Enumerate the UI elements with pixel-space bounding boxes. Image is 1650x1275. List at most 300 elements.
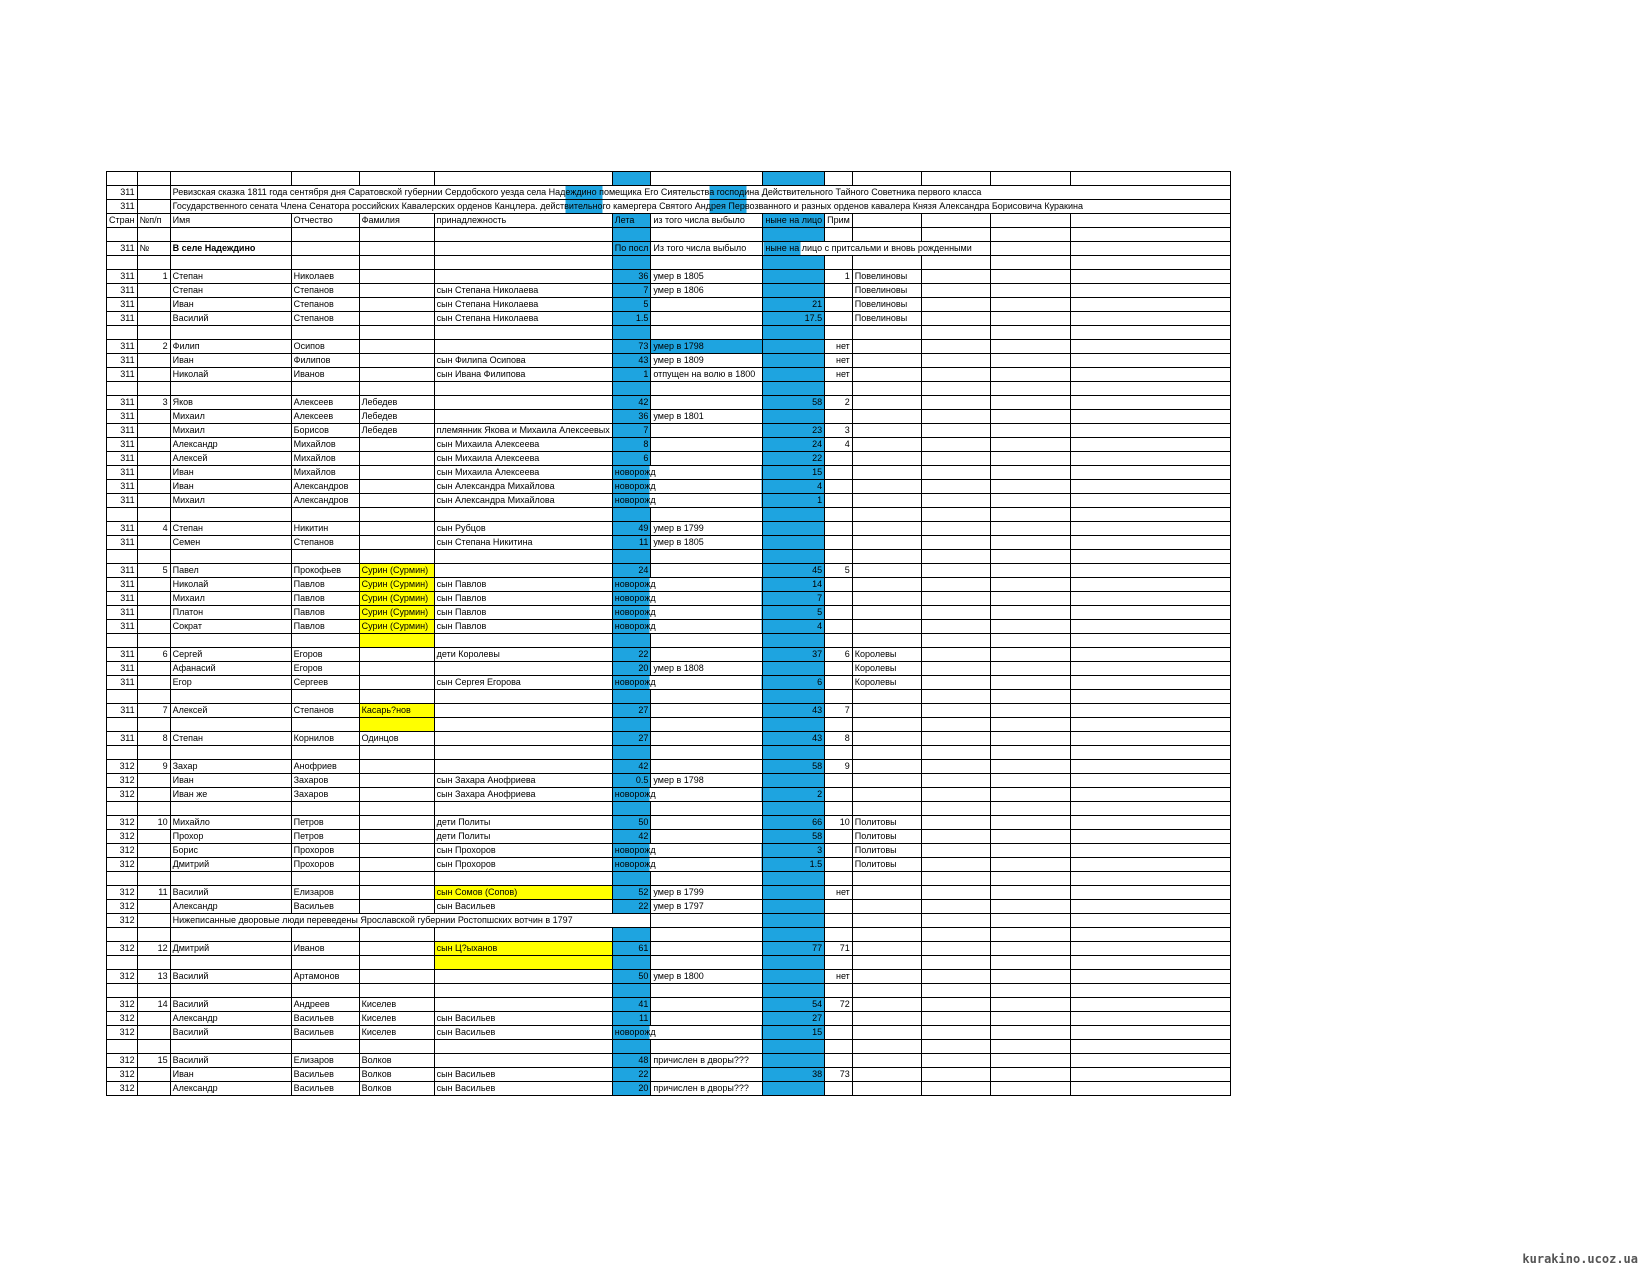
patronymic: Петров (291, 816, 359, 830)
cell (921, 788, 990, 802)
first-name: Василий (170, 886, 291, 900)
cell (990, 340, 1070, 354)
cell (107, 956, 138, 970)
first-name: Михаил (170, 494, 291, 508)
present-number (825, 662, 853, 676)
cell (1070, 452, 1230, 466)
person-row (107, 648, 1231, 662)
first-name: Дмитрий (170, 942, 291, 956)
person-row (107, 998, 1231, 1012)
present-age (763, 900, 825, 914)
cell (921, 564, 990, 578)
cell (763, 872, 825, 886)
page-number: 312 (107, 914, 138, 928)
cell (107, 326, 138, 340)
note (852, 774, 921, 788)
page-number: 311 (107, 704, 138, 718)
departed (651, 704, 763, 718)
entry-number (137, 774, 170, 788)
cell (825, 928, 853, 942)
cell (990, 452, 1070, 466)
note (852, 564, 921, 578)
surname: Киселев (359, 998, 434, 1012)
cell (291, 326, 359, 340)
patronymic: Васильев (291, 1068, 359, 1082)
cell (852, 1040, 921, 1054)
page-number: 312 (107, 900, 138, 914)
cell (990, 396, 1070, 410)
first-name: Иван (170, 354, 291, 368)
present-number (825, 788, 853, 802)
page-number: 312 (107, 830, 138, 844)
cell (359, 984, 434, 998)
first-name: Михаил (170, 424, 291, 438)
departed (651, 830, 763, 844)
cell (921, 1082, 990, 1096)
entry-number (137, 830, 170, 844)
cell (359, 256, 434, 270)
page-number: 311 (107, 606, 138, 620)
patronymic: Егоров (291, 648, 359, 662)
surname: Сурин (Сурмин) (359, 578, 434, 592)
present-number: 1 (825, 270, 853, 284)
cell (763, 634, 825, 648)
departed: умер в 1798 (651, 340, 763, 354)
cell (651, 956, 763, 970)
person-row (107, 592, 1231, 606)
person-row (107, 676, 1231, 690)
present-age (763, 354, 825, 368)
age: 42 (612, 396, 651, 410)
page-number: 311 (107, 312, 138, 326)
cell (137, 186, 170, 200)
cell (921, 1054, 990, 1068)
cell (107, 382, 138, 396)
relation: сын Сергея Егорова (434, 676, 612, 690)
age: новорожд (612, 788, 763, 802)
present-number: 3 (825, 424, 853, 438)
patronymic: Павлов (291, 620, 359, 634)
relation: сын Ц?ыханов (434, 942, 612, 956)
present-number (825, 466, 853, 480)
cell (825, 956, 853, 970)
patronymic: Борисов (291, 424, 359, 438)
cell (170, 634, 291, 648)
cell (1070, 900, 1230, 914)
surname (359, 844, 434, 858)
surname (359, 466, 434, 480)
person-row (107, 914, 1231, 928)
patronymic: Елизаров (291, 886, 359, 900)
cell (1070, 690, 1230, 704)
cell (825, 690, 853, 704)
patronymic: Иванов (291, 368, 359, 382)
cell (1070, 606, 1230, 620)
cell (434, 984, 612, 998)
cell (921, 662, 990, 676)
cell (651, 382, 763, 396)
cell (990, 662, 1070, 676)
cell (651, 1040, 763, 1054)
cell (825, 228, 853, 242)
cell (990, 466, 1070, 480)
cell (990, 228, 1070, 242)
age: 43 (612, 354, 651, 368)
cell (921, 466, 990, 480)
cell (1070, 802, 1230, 816)
first-name: Иван (170, 774, 291, 788)
departed: умер в 1809 (651, 354, 763, 368)
present-age: 43 (763, 732, 825, 746)
surname (359, 298, 434, 312)
relation: сын Васильев (434, 1012, 612, 1026)
page-number: 311 (107, 200, 138, 214)
surname (359, 774, 434, 788)
age: 42 (612, 830, 651, 844)
cell (921, 578, 990, 592)
departed (651, 452, 763, 466)
person-row (107, 578, 1231, 592)
present-age: 58 (763, 396, 825, 410)
cell (1070, 494, 1230, 508)
departed (651, 298, 763, 312)
page-number: 311 (107, 284, 138, 298)
cell (990, 298, 1070, 312)
cell (990, 676, 1070, 690)
relation: сын Васильев (434, 1082, 612, 1096)
cell (990, 620, 1070, 634)
cell (137, 326, 170, 340)
entry-number: 5 (137, 564, 170, 578)
present-age (763, 284, 825, 298)
age: новорожд (612, 676, 763, 690)
present-number (825, 410, 853, 424)
present-age (763, 410, 825, 424)
cell: По посл (612, 242, 651, 256)
note (852, 438, 921, 452)
patronymic: Михайлов (291, 452, 359, 466)
cell (612, 802, 651, 816)
present-age (763, 522, 825, 536)
first-name: Александр (170, 900, 291, 914)
page-number: 311 (107, 242, 138, 256)
patronymic: Михайлов (291, 466, 359, 480)
cell (612, 984, 651, 998)
age: 11 (612, 1012, 651, 1026)
age: 6 (612, 452, 651, 466)
surname (359, 312, 434, 326)
first-name: Степан (170, 732, 291, 746)
age: 1 (612, 368, 651, 382)
cell (170, 382, 291, 396)
present-number (825, 298, 853, 312)
cell (612, 956, 651, 970)
cell (825, 802, 853, 816)
cell (921, 452, 990, 466)
cell (990, 550, 1070, 564)
cell (137, 690, 170, 704)
present-number (825, 1012, 853, 1026)
page-number: 311 (107, 620, 138, 634)
cell (852, 256, 921, 270)
table-body (107, 172, 1231, 1096)
patronymic: Егоров (291, 662, 359, 676)
page-number: 312 (107, 774, 138, 788)
entry-number (137, 438, 170, 452)
present-age: 23 (763, 424, 825, 438)
table-row (107, 326, 1231, 340)
cell (990, 1054, 1070, 1068)
present-number: 71 (825, 942, 853, 956)
person-row (107, 830, 1231, 844)
entry-number (137, 578, 170, 592)
first-name: Николай (170, 368, 291, 382)
cell (170, 690, 291, 704)
column-header: Прим (825, 214, 853, 228)
cell (921, 172, 990, 186)
entry-number: 3 (137, 396, 170, 410)
entry-number (137, 662, 170, 676)
person-row (107, 900, 1231, 914)
person-row (107, 858, 1231, 872)
cell (1070, 326, 1230, 340)
note (852, 942, 921, 956)
cell (291, 718, 359, 732)
first-name: Алексей (170, 704, 291, 718)
cell (612, 508, 651, 522)
present-number: 2 (825, 396, 853, 410)
present-number (825, 312, 853, 326)
cell (434, 508, 612, 522)
cell (612, 172, 651, 186)
cell (1070, 998, 1230, 1012)
note (852, 466, 921, 480)
cell (1070, 368, 1230, 382)
cell (1070, 550, 1230, 564)
cell (107, 690, 138, 704)
cell (170, 256, 291, 270)
present-number (825, 284, 853, 298)
cell (990, 690, 1070, 704)
cell (170, 508, 291, 522)
present-age: 37 (763, 648, 825, 662)
cell (359, 228, 434, 242)
patronymic: Степанов (291, 284, 359, 298)
cell (921, 550, 990, 564)
page-number: 311 (107, 480, 138, 494)
age: 11 (612, 536, 651, 550)
cell: ныне на лицо с притсальми и вновь рожденными (763, 242, 990, 256)
age: новорожд (612, 578, 763, 592)
age: 7 (612, 284, 651, 298)
relation: сын Михаила Алексеева (434, 438, 612, 452)
cell (107, 256, 138, 270)
departed (651, 396, 763, 410)
cell (612, 382, 651, 396)
departed: умер в 1799 (651, 522, 763, 536)
cell (990, 816, 1070, 830)
column-header: ныне на лицо (763, 214, 825, 228)
cell (359, 928, 434, 942)
cell (921, 270, 990, 284)
cell (921, 844, 990, 858)
person-row (107, 816, 1231, 830)
cell (921, 298, 990, 312)
cell (921, 732, 990, 746)
patronymic: Степанов (291, 704, 359, 718)
cell (1070, 508, 1230, 522)
cell (990, 382, 1070, 396)
relation: сын Прохоров (434, 844, 612, 858)
surname (359, 886, 434, 900)
relation: дети Политы (434, 830, 612, 844)
cell (291, 872, 359, 886)
cell (825, 1040, 853, 1054)
cell (291, 382, 359, 396)
age: 22 (612, 900, 651, 914)
cell (921, 410, 990, 424)
cell (763, 382, 825, 396)
cell (107, 1040, 138, 1054)
cell (359, 872, 434, 886)
person-row (107, 410, 1231, 424)
page-number: 311 (107, 368, 138, 382)
present-age: 58 (763, 830, 825, 844)
relation: сын Александра Михайлова (434, 494, 612, 508)
patronymic: Осипов (291, 340, 359, 354)
cell (825, 872, 853, 886)
page-number: 311 (107, 270, 138, 284)
cell (1070, 284, 1230, 298)
cell (1070, 578, 1230, 592)
cell (990, 956, 1070, 970)
note (852, 396, 921, 410)
column-header: №п/п (137, 214, 170, 228)
present-age: 1 (763, 494, 825, 508)
cell (763, 550, 825, 564)
person-row (107, 732, 1231, 746)
cell (1070, 788, 1230, 802)
first-name: Филип (170, 340, 291, 354)
surname (359, 368, 434, 382)
cell (612, 1040, 651, 1054)
page-number: 311 (107, 396, 138, 410)
present-age (763, 368, 825, 382)
entry-number: 13 (137, 970, 170, 984)
note: Королевы (852, 676, 921, 690)
first-name: Павел (170, 564, 291, 578)
surname (359, 452, 434, 466)
cell (990, 718, 1070, 732)
cell (651, 690, 763, 704)
age: новорожд (612, 494, 763, 508)
relation (434, 970, 612, 984)
cell (990, 242, 1070, 256)
cell (1070, 1054, 1230, 1068)
present-age: 2 (763, 788, 825, 802)
first-name: Сократ (170, 620, 291, 634)
present-age (763, 536, 825, 550)
cell (137, 746, 170, 760)
cell (852, 914, 921, 928)
page-number: 311 (107, 522, 138, 536)
entry-number (137, 480, 170, 494)
departed (651, 760, 763, 774)
departed: причислен в дворы??? (651, 1082, 763, 1096)
cell (612, 928, 651, 942)
cell (612, 256, 651, 270)
surname (359, 662, 434, 676)
cell (170, 928, 291, 942)
first-name: Александр (170, 1082, 291, 1096)
page-number: 311 (107, 186, 138, 200)
cell (651, 914, 763, 928)
cell: Из того числа выбыло (651, 242, 763, 256)
note (852, 592, 921, 606)
surname: Сурин (Сурмин) (359, 620, 434, 634)
page-number: 311 (107, 438, 138, 452)
cell (921, 382, 990, 396)
cell (1070, 1068, 1230, 1082)
cell (1070, 830, 1230, 844)
present-number (825, 536, 853, 550)
present-number (825, 1026, 853, 1040)
cell (921, 354, 990, 368)
patronymic: Андреев (291, 998, 359, 1012)
cell (921, 284, 990, 298)
person-row (107, 662, 1231, 676)
note (852, 368, 921, 382)
surname (359, 354, 434, 368)
cell (921, 536, 990, 550)
present-number (825, 480, 853, 494)
present-number (825, 1082, 853, 1096)
page-number: 311 (107, 340, 138, 354)
present-number (825, 900, 853, 914)
cell (612, 746, 651, 760)
cell (1070, 536, 1230, 550)
cell (990, 1012, 1070, 1026)
cell (921, 522, 990, 536)
note (852, 452, 921, 466)
cell (1070, 1082, 1230, 1096)
cell (990, 774, 1070, 788)
cell (359, 690, 434, 704)
first-name: Василий (170, 970, 291, 984)
cell (921, 816, 990, 830)
cell (137, 956, 170, 970)
first-name: Сергей (170, 648, 291, 662)
column-header: из того числа выбыло (651, 214, 763, 228)
age: 41 (612, 998, 651, 1012)
census-table (106, 171, 1231, 1096)
cell (852, 928, 921, 942)
cell (825, 382, 853, 396)
cell (852, 550, 921, 564)
relation: сын Павлов (434, 578, 612, 592)
first-name: Василий (170, 312, 291, 326)
cell (921, 368, 990, 382)
entry-number (137, 1012, 170, 1026)
cell (1070, 858, 1230, 872)
surname (359, 340, 434, 354)
relation: сын Васильев (434, 1068, 612, 1082)
entry-number (137, 858, 170, 872)
cell (921, 802, 990, 816)
cell (990, 746, 1070, 760)
cell (921, 424, 990, 438)
patronymic: Иванов (291, 942, 359, 956)
